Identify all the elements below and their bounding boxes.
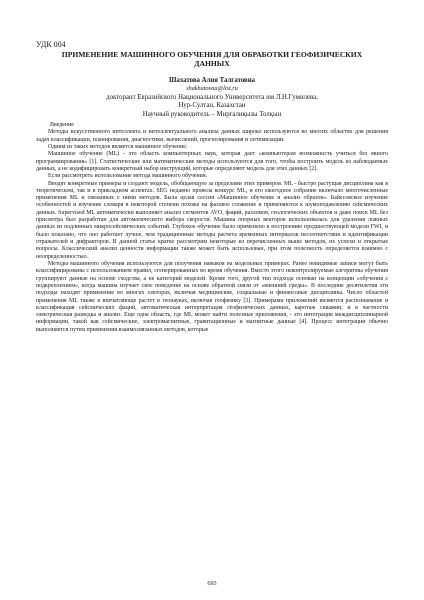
body-paragraph: Если рассмотреть использование метода машинного обучения.	[48, 173, 208, 180]
article-title-line: ДАННЫХ	[194, 59, 230, 68]
author-city: Нур-Султан, Казахстан	[178, 102, 246, 110]
body-paragraph: Машинное обучение (МL) - это область компьютерных наук, которая дает «компьютерам возможность учиться без явного программирования» [1]. Статистические или математические методы используются для того, чтобы построить модель из наблюдаемых данных, а не кодифицировать конкретный набор инструкций, которые определяют модель для этих данных [2].	[36, 151, 388, 172]
author-email: shakhatovaa@list.ru	[186, 85, 238, 93]
body-paragraph: Одним из таких методов является машинное обучение.	[48, 143, 188, 150]
article-page	[36, 40, 388, 334]
udk-code: УДК 004	[36, 40, 66, 49]
article-title-line: ПРИМЕНЕНИЕ МАШИННОГО ОБУЧЕНИЯ ДЛЯ ОБРАБОТКИ ГЕОФИЗИЧЕСКИХ	[61, 50, 363, 59]
body-paragraph: Вводят конкретные примеры и создают модель, обобщающую за пределами этих примеров. ML - быстро растущая дисциплина как в теоретическом, так и в прикладном аспектах. SEG недавно провела конкурс ML, и его ежегодное собрание включало многочисленные применения ML и связанных с ними методов. Была целая сессия «Машинное обучение и анализ образов». Байесовское изучение особенностей и изучение словаря в некоторой степени похоже на фазовое сложение и применяются к шумоподавлению сейсмических данных. Supervised ML автоматически выполняет анализ сегментов AVO, фаций, разломов, геологических объектов и даже поиск ML без присмотра был разработан для автоматического выбора скорости. Машина опорных векторов использовалась для удаления ложных данных из подлинных микросейсмических событий. Глубокое обучение было применено к построению предшествующей модели FWI, и было показано, что оно работает лучше, чем традиционные методы расчета временных интервалов несоответствия и идентификации отражателей и дифракторов. В данной статье кратко рассмотрим некоторые из перечисленных выше методов, их успехи и открытые вопросы. Классический анализ ценности информации также может быть использован, при этом полезность определяется взаимно с неопределенностью.	[36, 180, 388, 260]
body-paragraph: Методы искусственного интеллекта и интеллектуального анализа данных широко используются во многих областях для решения задач классификации, планирования, диагностики, вычислений, прогнозирования и оптимизации.	[36, 129, 388, 143]
scientific-supervisor: Научный руководитель – Мирғалиқызы Толқын	[142, 110, 282, 118]
author-name: Шахатова Алия Талгатовна	[168, 77, 256, 84]
body-paragraph: Методы машинного обучения используются для получения навыков на модельных примерах. Ранее невидимые записи могут быть классифицированы с использованием правил, сгенерированных во время обучения. Вместо этого неконтролируемые алгоритмы обучения группируют данные на основе сходства, а не категорий моделей. Кроме того, другой тип подхода основан на концепции «обучения с подкреплением», когда машина изучает свое поведение на основе обратной связи от «внешней среды». В последние десятилетия эти подходы находят применение во многих секторах, включая медицинские, социальные и финансовые дисциплины. Число областей применения ML также в впечатляюще растет в геонауках, включая геофизику [3]. Примерами приложений являются распознавание и классификация сейсмических фаций, автоматическая интерпретация геофизических данных, каротаж скважин, и в частности электрическая разведка и анализ. Еще одна область, где ML может найти полезные приложения, - это интеграция междисциплинарной информации, такой как сейсмические, электромагнитные, гравитационные и магнитные данные [4]. Процесс интеграции обычно выполняется путем применения взаимосвязанных методов, которые	[36, 260, 388, 333]
author-block	[36, 77, 388, 119]
article-body	[36, 122, 388, 334]
page-number: 693	[207, 580, 217, 587]
author-affiliation: докторант Евразийского Национального Университета им Л.Н.Гумилева,	[106, 93, 318, 101]
article-title	[36, 50, 388, 68]
section-heading: Введение	[50, 122, 74, 129]
